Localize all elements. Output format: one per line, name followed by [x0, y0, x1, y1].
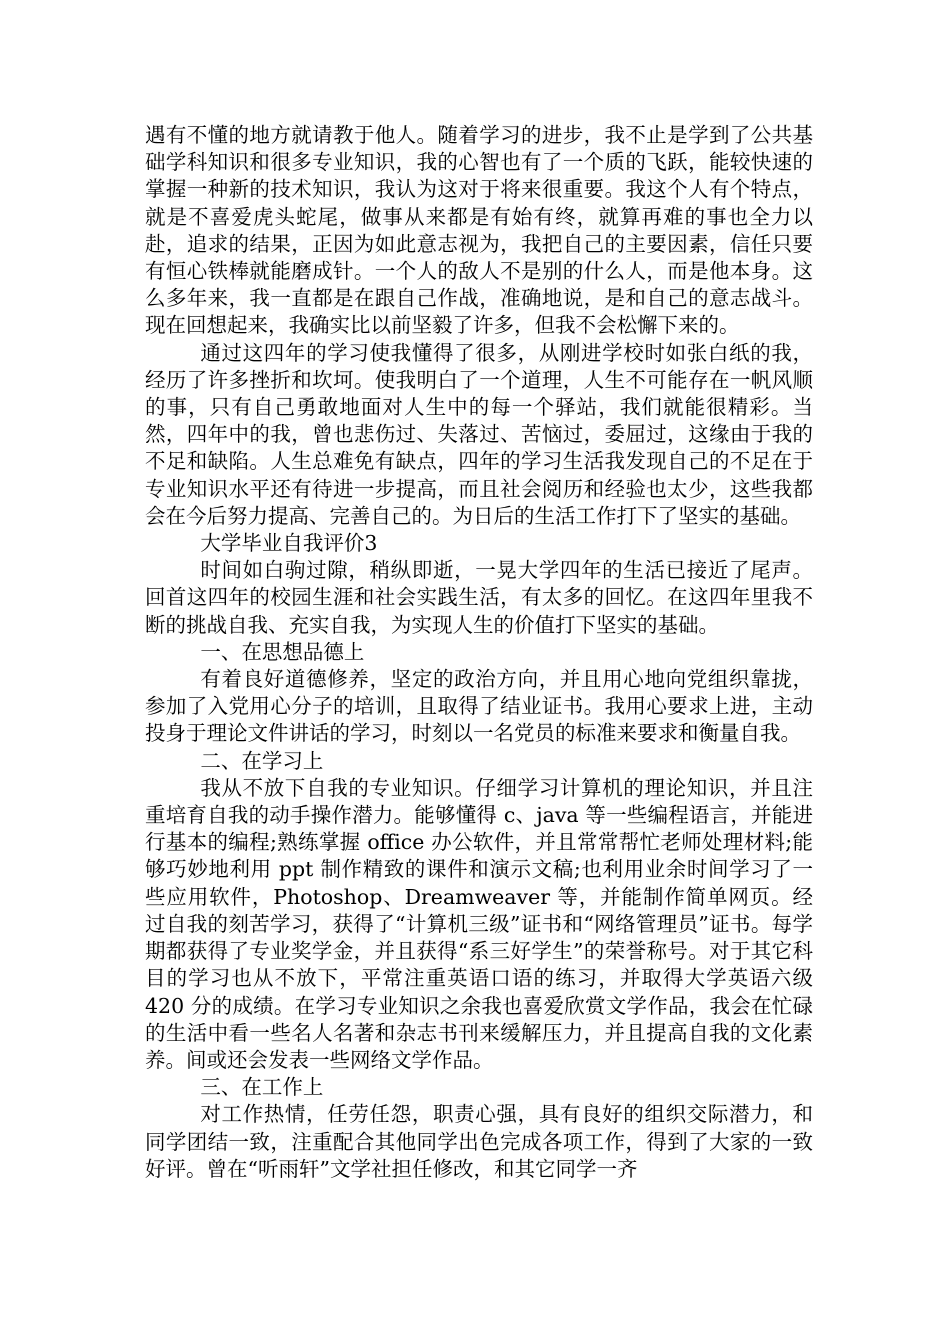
section-title: 大学毕业自我评价3 [200, 531, 378, 556]
paragraph: 有着良好道德修养，坚定的政治方向，并且用心地向党组织靠拢，参加了入党用心分子的培训，且取得了结业证书。我用心要求上进，主动投身于理论文件讲话的学习，时刻以一名党员的标准来要求和衡量自我。 [145, 667, 813, 746]
section-heading: 二、在学习上 [200, 748, 324, 773]
paragraph: 遇有不懂的地方就请教于他人。随着学习的进步，我不止是学到了公共基础学科知识和很多专业知识，我的心智也有了一个质的飞跃，能较快速的掌握一种新的技术知识，我认为这对于将来很重要。我这个人有个特点，就是不喜爱虎头蛇尾，做事从来都是有始有终，就算再难的事也全力以赴，追求的结果，正因为如此意志视为，我把自己的主要因素，信任只要有恒心铁棒就能磨成针。一个人的敌人不是别的什么人，而是他本身。这么多年来，我一直都是在跟自己作战，准确地说，是和自己的意志战斗。现在回想起来，我确实比以前坚毅了许多，但我不会松懈下来的。 [145, 123, 813, 338]
section-heading: 三、在工作上 [200, 1075, 324, 1100]
paragraph: 对工作热情，任劳任怨，职责心强，具有良好的组织交际潜力，和同学团结一致，注重配合其他同学出色完成各项工作，得到了大家的一致好评。曾在“听雨轩”文学社担任修改，和其它同学一齐 [145, 1102, 813, 1181]
paragraph: 我从不放下自我的专业知识。仔细学习计算机的理论知识，并且注重培育自我的动手操作潜力。能够懂得 c、java 等一些编程语言，并能进行基本的编程;熟练掌握 office 办公软件，并且常常帮忙老师处理材料;能够巧妙地利用 ppt 制作精致的课件和演示文稿;也利用业余时间学习了一些应用软件，Photoshop、Dreamweaver 等，并能制作简单网页。经过自我的刻苦学习，获得了“计算机三级”证书和“网络管理员”证书。每学期都获得了专业奖学金，并且获得“系三好学生”的荣誉称号。对于其它科目的学习也从不放下，平常注重英语口语的练习，并取得大学英语六级 420 分的成绩。在学习专业知识之余我也喜爱欣赏文学作品，我会在忙碌的生活中看一些名人名著和杂志书刊来缓解压力，并且提高自我的文化素养。间或还会发表一些网络文学作品。 [145, 775, 813, 1072]
document-page [145, 122, 813, 1183]
section-heading: 一、在思想品德上 [200, 639, 365, 664]
paragraph: 时间如白驹过隙，稍纵即逝，一晃大学四年的生活已接近了尾声。回首这四年的校园生涯和社会实践生活，有太多的回忆。在这四年里我不断的挑战自我、充实自我，为实现人生的价值打下坚实的基础。 [145, 558, 813, 637]
paragraph: 通过这四年的学习使我懂得了很多，从刚进学校时如张白纸的我，经历了许多挫折和坎坷。使我明白了一个道理，人生不可能存在一帆风顺的事，只有自己勇敢地面对人生中的每一个驿站，我们就能很精彩。当然，四年中的我，曾也悲伤过、失落过、苦恼过，委屈过，这缘由于我的不足和缺陷。人生总难免有缺点，四年的学习生活我发现自己的不足在于专业知识水平还有待进一步提高，而且社会阅历和经验也太少，这些我都会在今后努力提高、完善自己的。为日后的生活工作打下了坚实的基础。 [145, 340, 813, 528]
